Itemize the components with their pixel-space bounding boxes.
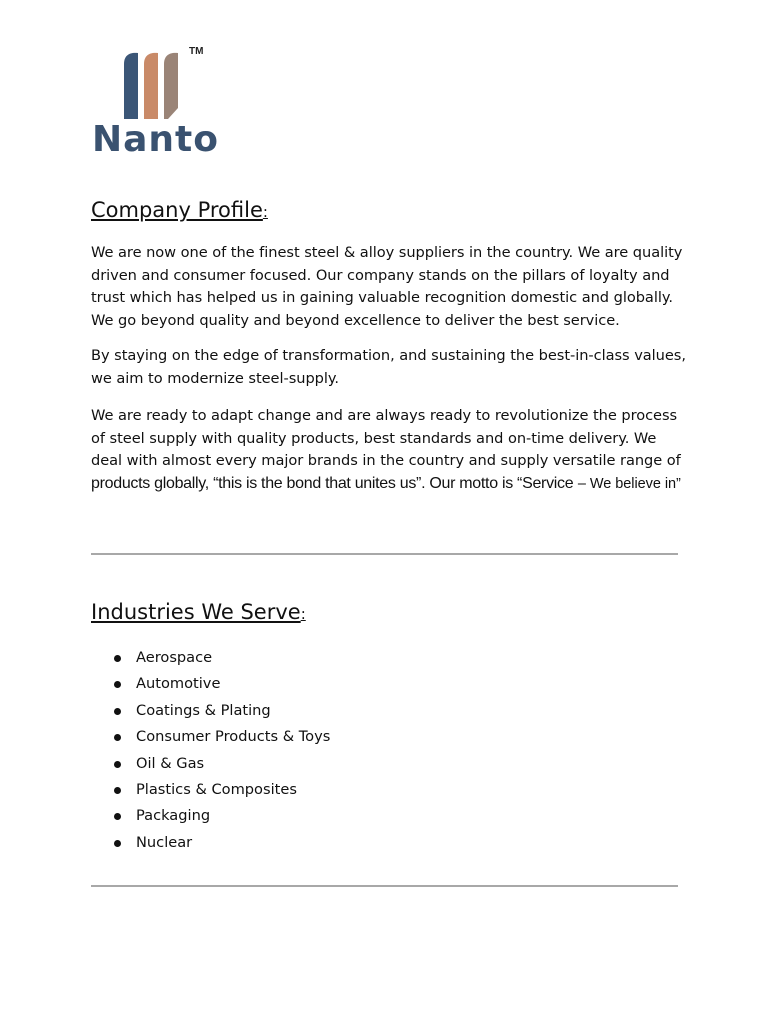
list-item: Plastics & Composites: [112, 777, 330, 803]
profile-paragraph-3: [91, 405, 686, 495]
bullet-icon: [114, 840, 121, 847]
logo-wordmark: Nanto: [92, 119, 219, 160]
bullet-icon: [114, 708, 121, 715]
trademark-symbol: TM: [189, 46, 204, 57]
logo-mark-icon: [92, 44, 192, 122]
list-item: Coatings & Plating: [112, 698, 330, 724]
bullet-icon: [114, 787, 121, 794]
profile-paragraph-2: By staying on the edge of transformation, and sustaining the best-in-class values, we aim to modernize steel-supply.: [91, 347, 686, 387]
divider-line: [91, 553, 678, 555]
bullet-icon: [114, 681, 121, 688]
bullet-icon: [114, 813, 121, 820]
list-item: Automotive: [112, 671, 330, 697]
profile-paragraph-1: We are now one of the finest steel & alloy suppliers in the country. We are quality driven and consumer focused. Our company stands on the pillars of loyalty and trust which has helped us in gaining valuable recognition domestic and globally. We go beyond quality and beyond excellence to deliver the best service.: [91, 244, 683, 329]
bullet-icon: [114, 655, 121, 662]
list-item: Consumer Products & Toys: [112, 724, 330, 750]
divider-line: [91, 885, 678, 887]
list-item: Oil & Gas: [112, 751, 330, 777]
paragraph-3-motto-end: – We believe in”: [577, 475, 681, 492]
list-item: Packaging: [112, 803, 330, 829]
list-item: Aerospace: [112, 645, 330, 671]
industries-list: [112, 645, 330, 856]
paragraph-3-text: We are ready to adapt change and are always ready to revolutionize the process of steel supply with quality products, best standards and on-time delivery. We deal with almost every major brands in the country and supply versatile range of: [91, 407, 681, 469]
bullet-icon: [114, 761, 121, 768]
bullet-icon: [114, 734, 121, 741]
industries-heading: Industries We Serve:: [91, 600, 306, 624]
list-item: Nuclear: [112, 830, 330, 856]
nanto-logo: [92, 44, 222, 162]
company-profile-heading: Company Profile:: [91, 198, 268, 222]
paragraph-3-motto: products globally, “this is the bond that unites us”. Our motto is “Service: [91, 474, 574, 492]
